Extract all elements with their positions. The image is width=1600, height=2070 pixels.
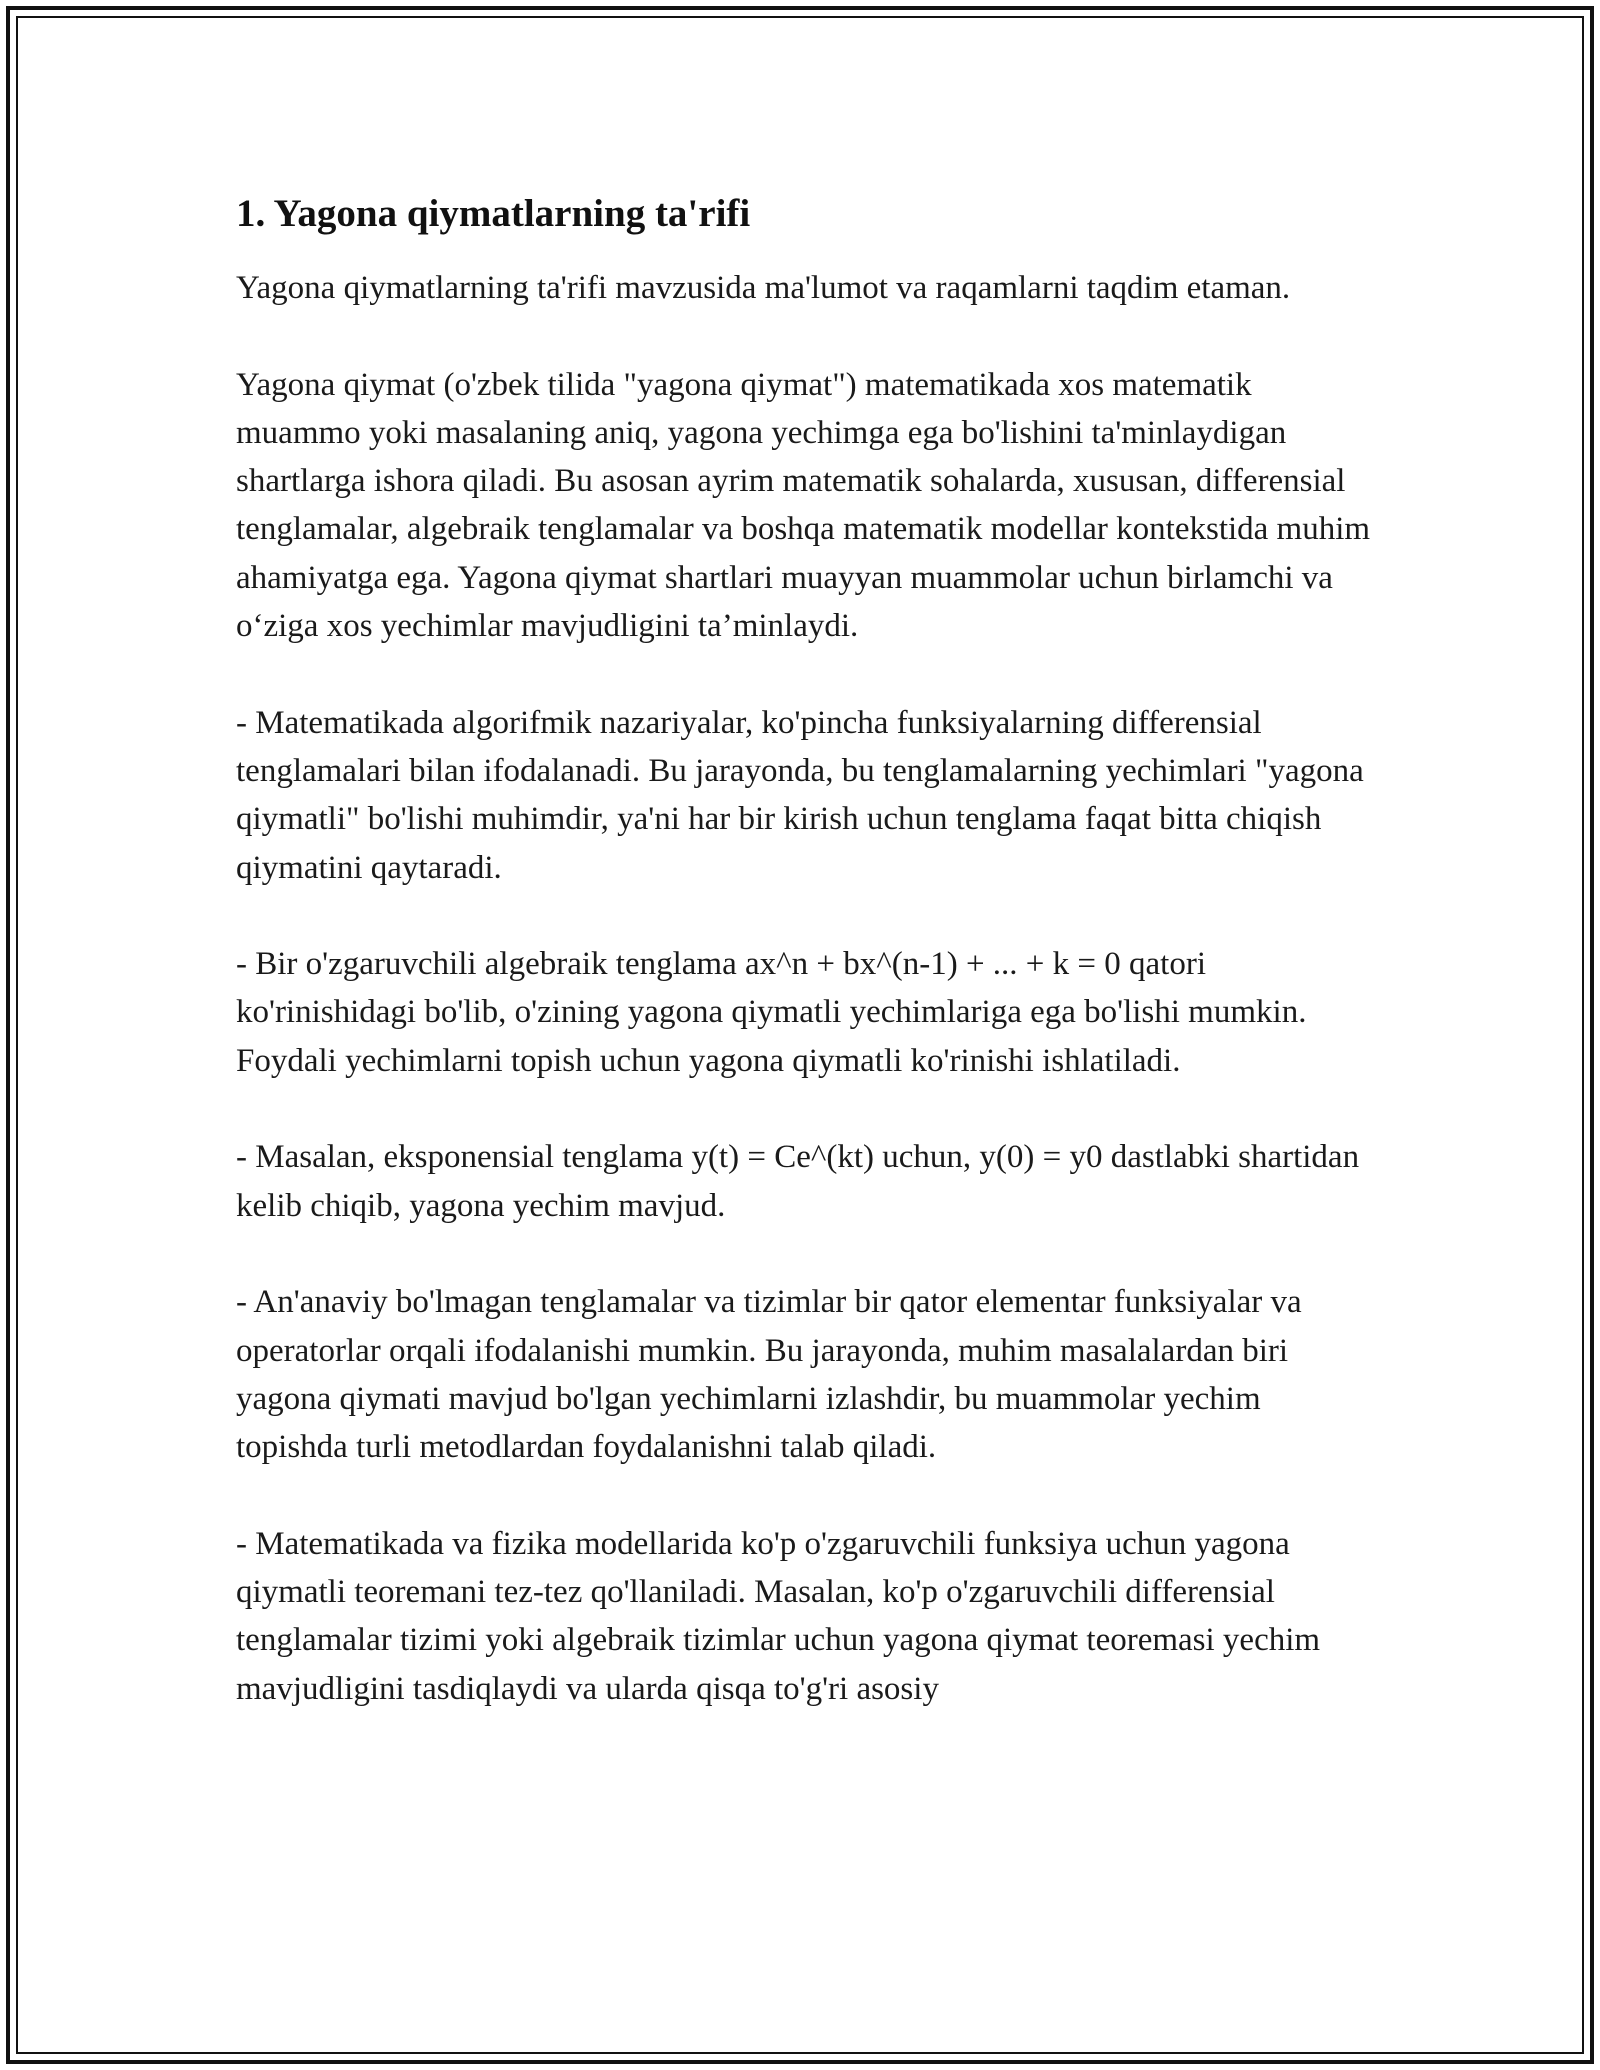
bullet-paragraph: - An'anaviy bo'lmagan tenglamalar va tizimlar bir qator elementar funksiyalar va operatorlar orqali ifodalanishi mumkin. Bu jarayonda, muhim masalalardan biri yagona qiymati mavjud bo'lgan yechimlarni izlashdir, bu muammolar yechim topishda turli metodlardan foydalanishni talab qiladi. xyxy=(236,1284,1302,1466)
bullet-paragraph: - Matematikada va fizika modellarida ko'p o'zgaruvchili funksiya uchun yagona qiymatli teoremani tez-tez qo'llaniladi. Masalan, ko'p o'zgaruvchili differensial tenglamalar tizimi yoki algebraik tizimlar uchun yagona qiymat teoremasi yechim mavjudligini tasdiqlaydi va ularda qisqa to'g'ri asosiy xyxy=(236,1525,1321,1707)
bullet-paragraph: - Masalan, eksponensial tenglama y(t) = Ce^(kt) uchun, y(0) = y0 dastlabki shartidan kelib chiqib, yagona yechim mavjud. xyxy=(236,1139,1360,1224)
document-body xyxy=(236,188,1376,1761)
intro-paragraph: Yagona qiymatlarning ta'rifi mavzusida ma'lumot va raqamlarni taqdim etaman. xyxy=(236,270,1291,306)
bullet-paragraph: - Bir o'zgaruvchili algebraik tenglama ax^n + bx^(n-1) + ... + k = 0 qatori ko'rinishidagi bo'lib, o'zining yagona qiymatli yechimlariga ega bo'lishi mumkin. Foydali yechimlarni topish uchun yagona qiymatli ko'rinishi ishlatiladi. xyxy=(236,946,1307,1079)
definition-paragraph: Yagona qiymat (o'zbek tilida "yagona qiymat") matematikada xos matematik muammo yoki masalaning aniq, yagona yechimga ega bo'lishini ta'minlaydigan shartlarga ishora qiladi. Bu asosan ayrim matematik sohalarda, xususan, differensial tenglamalar, algebraik tenglamalar va boshqa matematik modellar kontekstida muhim ahamiyatga ega. Yagona qiymat shartlari muayyan muammolar uchun birlamchi va o‘ziga xos yechimlar mavjudligini ta’minlaydi. xyxy=(236,366,1371,645)
bullet-paragraph: - Matematikada algorifmik nazariyalar, ko'pincha funksiyalarning differensial tenglamalari bilan ifodalanadi. Bu jarayonda, bu tenglamalarning yechimlari "yagona qiymatli" bo'lishi muhimdir, ya'ni har bir kirish uchun tenglama faqat bitta chiqish qiymatini qaytaradi. xyxy=(236,704,1364,886)
section-heading: 1. Yagona qiymatlarning ta'rifi xyxy=(236,192,751,235)
